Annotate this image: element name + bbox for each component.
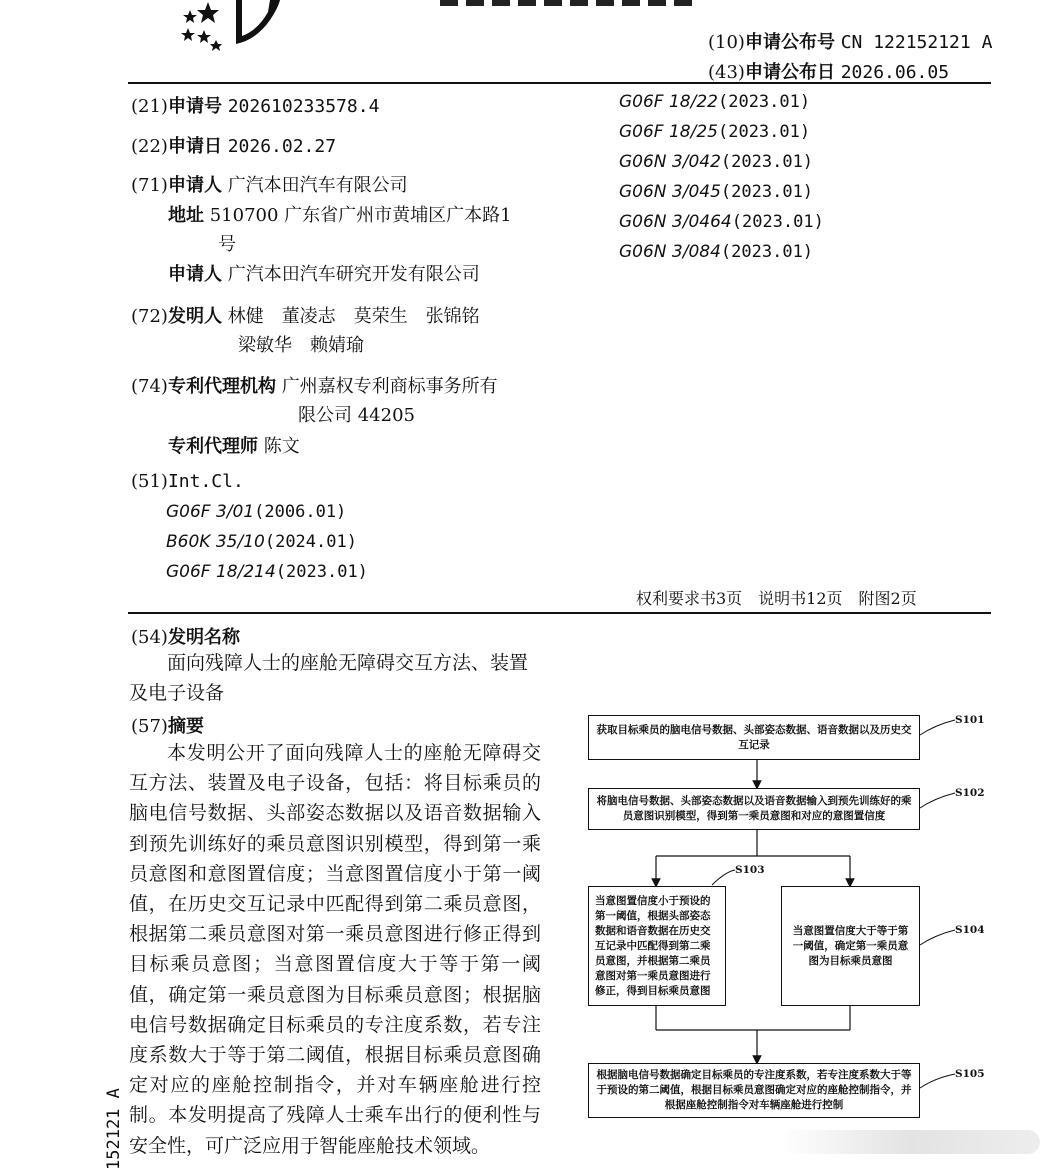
agency-line-2: 限公司 44205 bbox=[298, 405, 415, 426]
intcl-version: (2023.01) bbox=[275, 562, 368, 582]
intcl-version: (2023.01) bbox=[717, 122, 811, 142]
title-tag: (54) bbox=[131, 627, 168, 648]
step-s101-box: 获取目标乘员的脑电信号数据、头部姿态数据、语音数据以及历史交互记录 bbox=[588, 715, 920, 760]
step-s105-box: 根据脑电信号数据确定目标乘员的专注度系数，若专注度系数大于等于预设的第二阈值，根据目标乘员意图确定对应的座舱控制指令，并根据座舱控制指令对车辆座舱进行控制 bbox=[588, 1063, 920, 1118]
agency-value-1: 广州嘉权专利商标事务所有 bbox=[281, 376, 498, 397]
inventors-line-1: 林健 董凌志 莫荣生 张锦铭 bbox=[227, 306, 480, 327]
intcl-code: G06N 3/042 bbox=[619, 152, 721, 172]
intcl-version: (2024.01) bbox=[264, 532, 357, 552]
app-no-label: 申请号 bbox=[167, 96, 222, 117]
step-s102-label: S102 bbox=[955, 787, 985, 799]
applicant-value: 广汽本田汽车有限公司 bbox=[227, 175, 408, 196]
intcl-code: G06N 3/0464 bbox=[619, 212, 732, 232]
applicant2-value: 广汽本田汽车研究开发有限公司 bbox=[227, 264, 480, 285]
address-value-1: 510700 广东省广州市黄埔区广本路1 bbox=[209, 205, 512, 226]
intcl-code: G06F 18/22 bbox=[619, 92, 718, 112]
step-s104-box: 当意图置信度大于等于第一阈值，确定第一乘员意图为目标乘员意图 bbox=[781, 886, 920, 1006]
inventor-tag: (72) bbox=[131, 306, 168, 327]
watermark-blur bbox=[780, 1130, 1040, 1154]
abstract-tag: (57) bbox=[131, 716, 168, 737]
intcl-version: (2023.01) bbox=[720, 242, 814, 262]
intcl-code: B60K 35/10 bbox=[166, 532, 265, 552]
applicant2-label: 申请人 bbox=[168, 264, 222, 285]
intcl-version: (2023.01) bbox=[720, 182, 814, 202]
inventors-line-2: 梁敏华 赖婧瑜 bbox=[238, 335, 364, 356]
intcl-tag: (51) bbox=[131, 471, 168, 492]
invention-title: 面向残障人士的座舱无障碍交互方法、装置及电子设备 bbox=[129, 652, 529, 704]
intcl-code: G06F 18/25 bbox=[619, 122, 718, 142]
intcl-code: G06N 3/084 bbox=[619, 242, 721, 262]
inventor-label: 发明人 bbox=[167, 306, 222, 327]
pub-number-tag: (10) bbox=[708, 32, 745, 53]
agent-label: 专利代理师 bbox=[168, 436, 258, 457]
pub-number-value: CN 122152121 A bbox=[840, 32, 993, 53]
step-s103-box: 当意图置信度小于预设的第一阈值，根据头部姿态数据和语音数据在历史交互记录中匹配得到第二乘员意图，并根据第二乘员意图对第一乘员意图进行修正，得到目标乘员意图 bbox=[588, 886, 726, 1006]
pub-date-label: 申请公布日 bbox=[744, 62, 835, 83]
agency-label: 专利代理机构 bbox=[167, 376, 276, 397]
pub-date-tag: (43) bbox=[708, 62, 745, 83]
agent-value: 陈文 bbox=[263, 436, 300, 457]
intcl-version: (2023.01) bbox=[717, 92, 811, 112]
app-no-value: 202610233578.4 bbox=[227, 96, 380, 117]
step-s104-label: S104 bbox=[955, 924, 985, 936]
intcl-version: (2023.01) bbox=[720, 152, 814, 172]
intcl-code: G06N 3/045 bbox=[619, 182, 721, 202]
address-label: 地址 bbox=[168, 205, 204, 226]
pages-info: 权利要求书3页 说明书12页 附图2页 bbox=[636, 589, 917, 608]
step-s103-label: S103 bbox=[735, 864, 765, 876]
pub-date-value: 2026.06.05 bbox=[840, 62, 950, 83]
abstract-text: 本发明公开了面向残障人士的座舱无障碍交互方法、装置及电子设备，包括：将目标乘员的脑电信号数据、头部姿态数据以及语音数据输入到预先训练好的乘员意图识别模型，得到第一乘员意图和意图置信度；当意图置信度小于第一阈值，在历史交互记录中匹配得到第二乘员意图，根据第二乘员意图对第一乘员意图进行修正得到目标乘员意图；当意图置信度大于等于第一阈值，确定第一乘员意图为目标乘员意图；根据脑电信号数据确定目标乘员的专注度系数，若专注度系数大于等于第二阈值，根据目标乘员意图确定对应的座舱控制指令，并对车辆座舱进行控制。本发明提高了残障人士乘车出行的便利性与安全性，可广泛应用于智能座舱技术领域。 bbox=[129, 742, 541, 1157]
abstract-label: 摘要 bbox=[167, 716, 204, 737]
intcl-version: (2023.01) bbox=[731, 212, 824, 232]
step-s105-label: S105 bbox=[955, 1068, 985, 1080]
step-s102-box: 将脑电信号数据、头部姿态数据以及语音数据输入到预先训练好的乘员意图识别模型，得到第一乘员意图和对应的意图置信度 bbox=[588, 788, 920, 830]
intcl-label: Int.Cl. bbox=[167, 471, 244, 492]
agency-tag: (74) bbox=[131, 376, 168, 397]
app-date-value: 2026.02.27 bbox=[227, 136, 337, 157]
intcl-code: G06F 18/214 bbox=[166, 562, 276, 582]
app-date-label: 申请日 bbox=[167, 136, 222, 157]
app-no-tag: (21) bbox=[131, 96, 168, 117]
app-date-tag: (22) bbox=[131, 136, 168, 157]
applicant-tag: (71) bbox=[131, 175, 168, 196]
address-line-2: 号 bbox=[218, 234, 236, 255]
applicant-label: 申请人 bbox=[167, 175, 222, 196]
intcl-version: (2006.01) bbox=[254, 502, 347, 522]
side-publication-number: 152121 A bbox=[104, 1088, 124, 1170]
step-s101-label: S101 bbox=[955, 714, 985, 726]
title-label: 发明名称 bbox=[167, 627, 240, 648]
pub-number-label: 申请公布号 bbox=[744, 32, 835, 53]
intcl-code: G06F 3/01 bbox=[166, 502, 255, 522]
